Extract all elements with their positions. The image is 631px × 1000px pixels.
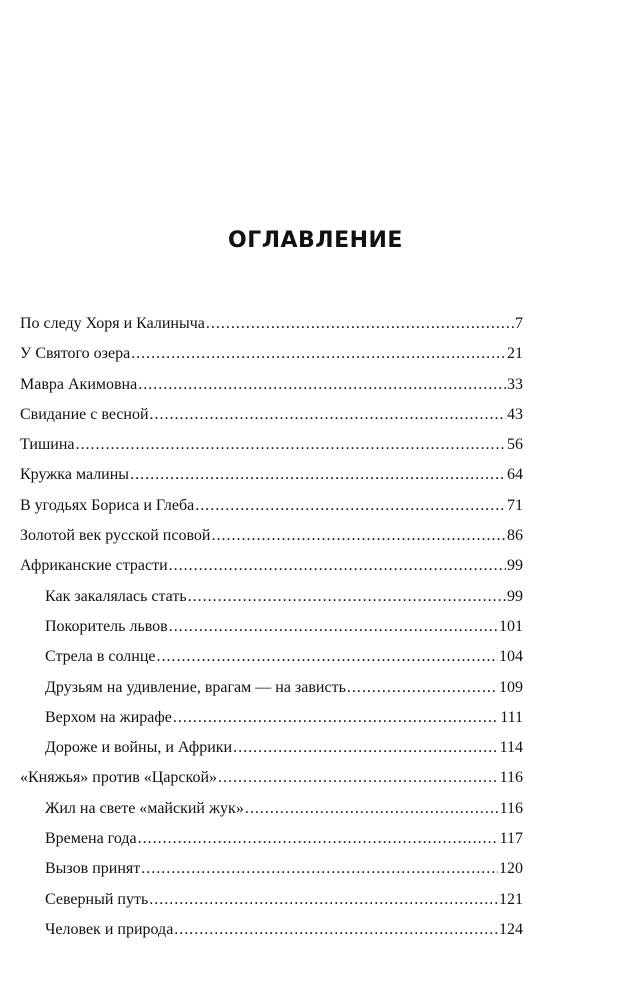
toc-subentry [20, 642, 523, 672]
dot-leader [347, 673, 498, 703]
toc-subentry [20, 915, 523, 945]
toc-subentry [20, 794, 523, 824]
toc-entry-page-number: 111 [500, 708, 523, 726]
toc-entry [20, 521, 523, 551]
toc-entry [20, 551, 523, 581]
dot-leader [130, 460, 506, 490]
dot-leader [233, 733, 498, 763]
page-title: ОГЛАВЛЕНИЕ [228, 228, 403, 253]
toc-entry-title: Как закалялась стать [45, 587, 187, 605]
toc-subentry [20, 703, 523, 733]
toc-entry-page-number: 99 [507, 557, 523, 575]
toc-entry-page-number: 124 [499, 920, 523, 938]
toc-entry-title: Кружка малины [20, 466, 130, 484]
toc-entry [20, 430, 523, 460]
toc-entry-title: Вызов принят [45, 860, 141, 878]
toc-entry-title: Тишина [20, 436, 75, 454]
toc-entry-title: У Святого озера [20, 345, 131, 363]
dot-leader [138, 370, 506, 400]
toc-subentry [20, 885, 523, 915]
dot-leader [188, 582, 506, 612]
toc-entry-page-number: 121 [499, 890, 523, 908]
toc-entry-page-number: 117 [499, 830, 523, 848]
dot-leader [206, 309, 514, 339]
toc-subentry [20, 612, 523, 642]
toc-entry-page-number: 43 [507, 405, 523, 423]
toc-entry-title: Африканские страсти [20, 557, 168, 575]
toc-entry [20, 763, 523, 793]
toc-entry-page-number: 116 [499, 799, 523, 817]
dot-leader [75, 430, 506, 460]
toc-entry [20, 370, 523, 400]
toc-entry-title: Покоритель львов [45, 617, 168, 635]
dot-leader [211, 521, 506, 551]
dot-leader [169, 612, 498, 642]
toc-entry-page-number: 99 [507, 587, 523, 605]
dot-leader [218, 763, 499, 793]
toc-entry-title: Свидание с весной [20, 405, 149, 423]
toc-entry-page-number: 21 [507, 345, 523, 363]
table-of-contents [20, 309, 523, 945]
dot-leader [169, 551, 506, 581]
toc-entry-page-number: 64 [507, 466, 523, 484]
toc-subentry [20, 824, 523, 854]
toc-entry-page-number: 120 [499, 860, 523, 878]
toc-entry-page-number: 116 [499, 769, 523, 787]
toc-subentry [20, 733, 523, 763]
toc-entry-title: Времена года [45, 830, 137, 848]
toc-subentry [20, 673, 523, 703]
toc-subentry [20, 854, 523, 884]
toc-entry-page-number: 7 [515, 315, 523, 332]
toc-entry-page-number: 104 [499, 648, 523, 666]
dot-leader [173, 703, 499, 733]
toc-entry-title: Верхом на жирафе [45, 708, 172, 726]
toc-entry-title: Жил на свете «майский жук» [45, 799, 244, 817]
dot-leader [150, 400, 506, 430]
dot-leader [141, 854, 498, 884]
toc-entry-page-number: 86 [507, 527, 523, 545]
toc-entry-page-number: 71 [507, 496, 523, 514]
dot-leader [149, 885, 498, 915]
toc-entry [20, 339, 523, 369]
toc-entry-page-number: 56 [507, 436, 523, 454]
toc-entry-title: Друзьям на удивление, врагам — на зависть [45, 678, 346, 696]
toc-entry [20, 460, 523, 490]
dot-leader [131, 339, 506, 369]
dot-leader [195, 491, 506, 521]
toc-entry-title: Северный путь [45, 890, 149, 908]
toc-entry [20, 400, 523, 430]
dot-leader [157, 642, 499, 672]
toc-entry-title: По следу Хоря и Калиныча [20, 315, 205, 332]
dot-leader [138, 824, 499, 854]
toc-entry-title: «Княжья» против «Царской» [20, 769, 218, 787]
toc-entry-title: Стрела в солнце [45, 648, 156, 666]
toc-entry-title: В угодьях Бориса и Глеба [20, 496, 195, 514]
toc-entry-title: Золотой век русской псовой [20, 527, 211, 545]
dot-leader [174, 915, 498, 945]
toc-entry-title: Дороже и войны, и Африки [45, 739, 233, 757]
toc-entry-title: Мавра Акимовна [20, 375, 138, 393]
dot-leader [245, 794, 499, 824]
toc-entry-page-number: 109 [499, 678, 523, 696]
toc-entry-page-number: 114 [499, 739, 523, 757]
toc-entry [20, 491, 523, 521]
toc-subentry [20, 582, 523, 612]
toc-entry-page-number: 101 [499, 617, 523, 635]
toc-entry-title: Человек и природа [45, 920, 174, 938]
toc-entry-page-number: 33 [507, 375, 523, 393]
toc-entry [20, 309, 523, 339]
